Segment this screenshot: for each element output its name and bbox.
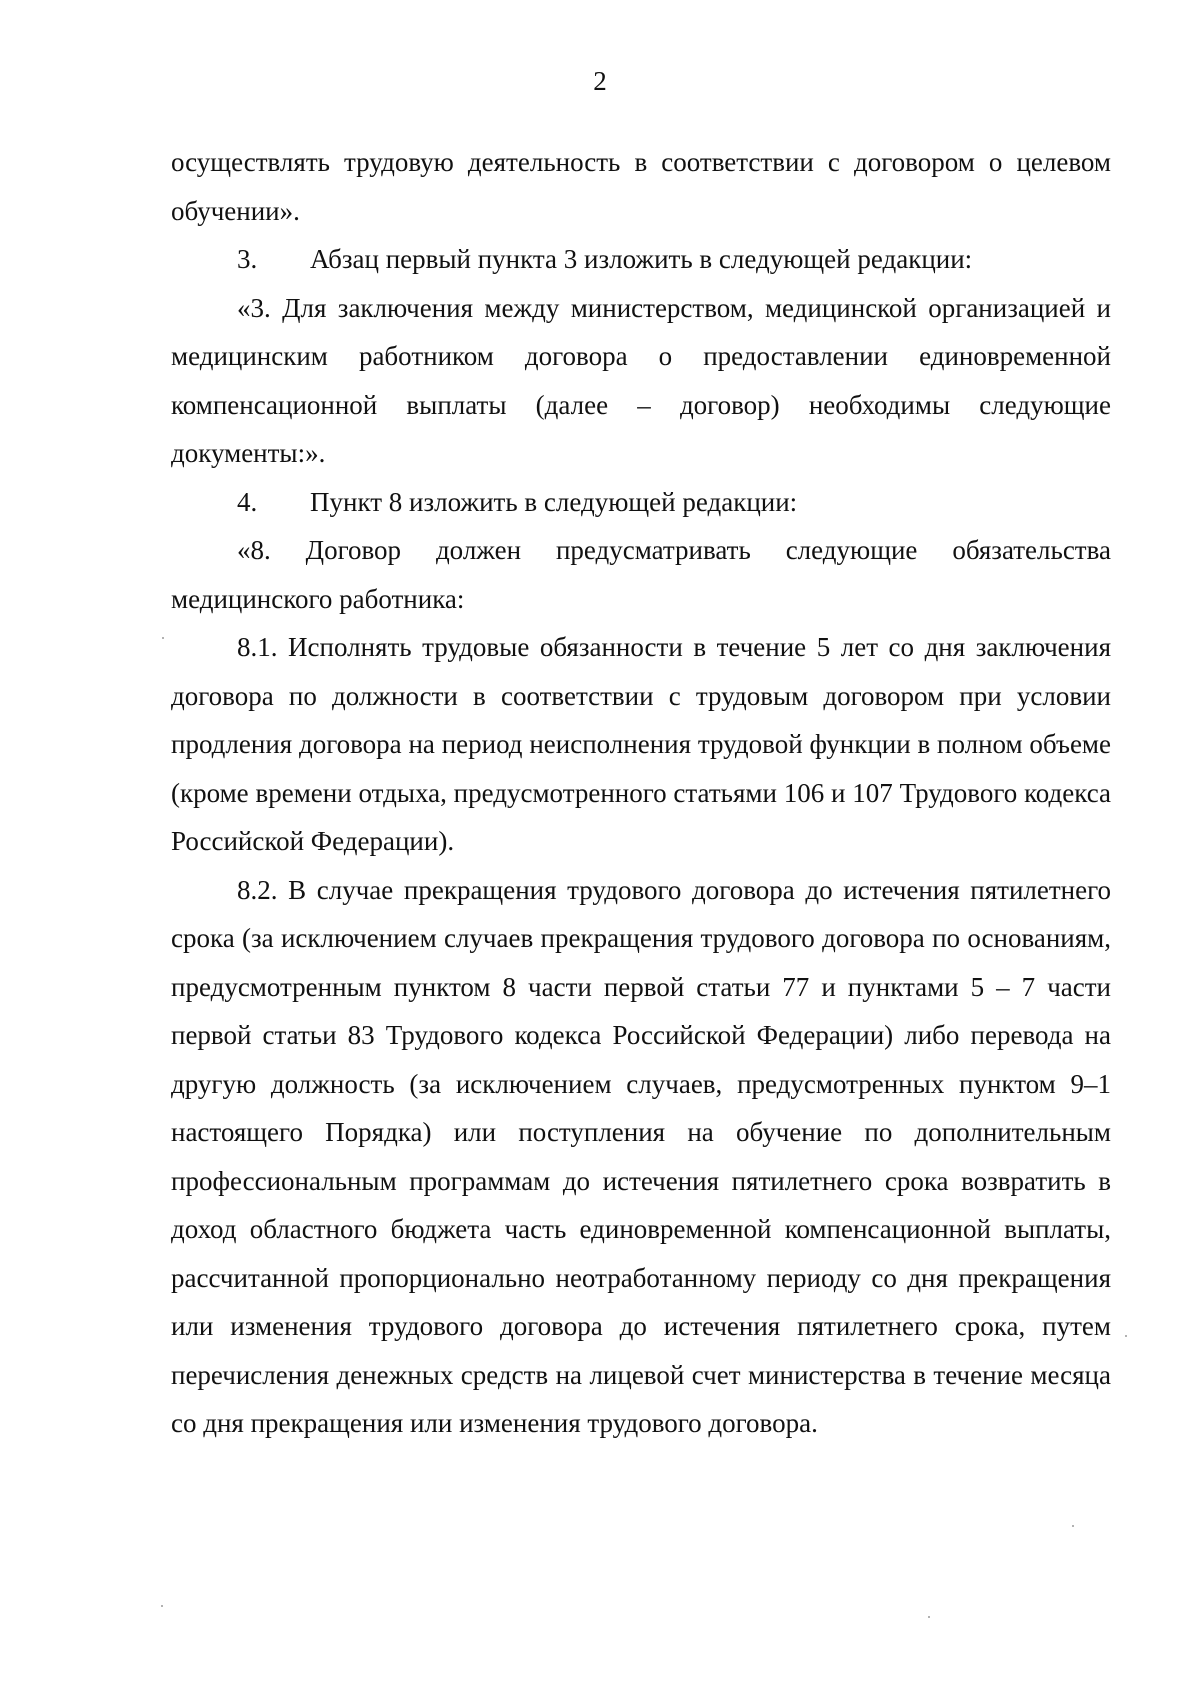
item-4-number: 4.: [237, 486, 258, 517]
item-4-heading: [171, 478, 1111, 527]
page-number: 2: [593, 66, 607, 96]
paragraph-8-1: 8.1. Исполнять трудовые обязанности в течение 5 лет со дня заключения договора по должности в соответствии с трудовым договором при условии продления договора на период неисполнения трудовой функции в полном объеме (кроме времени отдыха, предусмотренного статьями 106 и 107 Трудового кодекса Российской Федерации).: [171, 632, 1111, 856]
scan-speck: [161, 1605, 163, 1607]
scan-speck: [1072, 1525, 1074, 1527]
paragraph-8-2: 8.2. В случае прекращения трудового договора до истечения пятилетнего срока (за исключением случаев прекращения трудового договора по основаниям, предусмотренным пунктом 8 части первой статьи 77 и пунктами 5 – 7 части первой статьи 83 Трудового кодекса Российской Федерации) либо перевода на другую должность (за исключением случаев, предусмотренных пунктом 9–1 настоящего Порядка) или поступления на обучение по дополнительным профессиональным программам до истечения пятилетнего срока возвратить в доход областного бюджета часть единовременной компенсационной выплаты, рассчитанной пропорционально неотработанному периоду со дня прекращения или изменения трудового договора до истечения пятилетнего срока, путем перечисления денежных средств на лицевой счет министерства в течение месяца со дня прекращения или изменения трудового договора.: [171, 874, 1111, 1438]
item-3-heading: [171, 235, 1111, 284]
scan-speck: [1125, 1335, 1127, 1337]
item-4-text: Пункт 8 изложить в следующей редакции:: [310, 486, 798, 517]
item-3-text: Абзац первый пункта 3 изложить в следующей редакции:: [310, 244, 973, 274]
paragraph-quote-8: «8. Договор должен предусматривать следующие обязательства медицинского работника:: [171, 535, 1111, 614]
paragraph-quote-3: «3. Для заключения между министерством, медицинской организацией и медицинским работником договора о предоставлении единовременной компенсационной выплаты (далее – договор) необходимы следующие документы:».: [171, 292, 1111, 468]
document-body: [171, 138, 1111, 1448]
scan-speck: [928, 1616, 930, 1618]
scan-speck: [162, 637, 164, 639]
paragraph-continuation: осуществлять трудовую деятельность в соответствии с договором о целевом обучении».: [171, 147, 1111, 226]
item-3-number: 3.: [237, 244, 258, 274]
